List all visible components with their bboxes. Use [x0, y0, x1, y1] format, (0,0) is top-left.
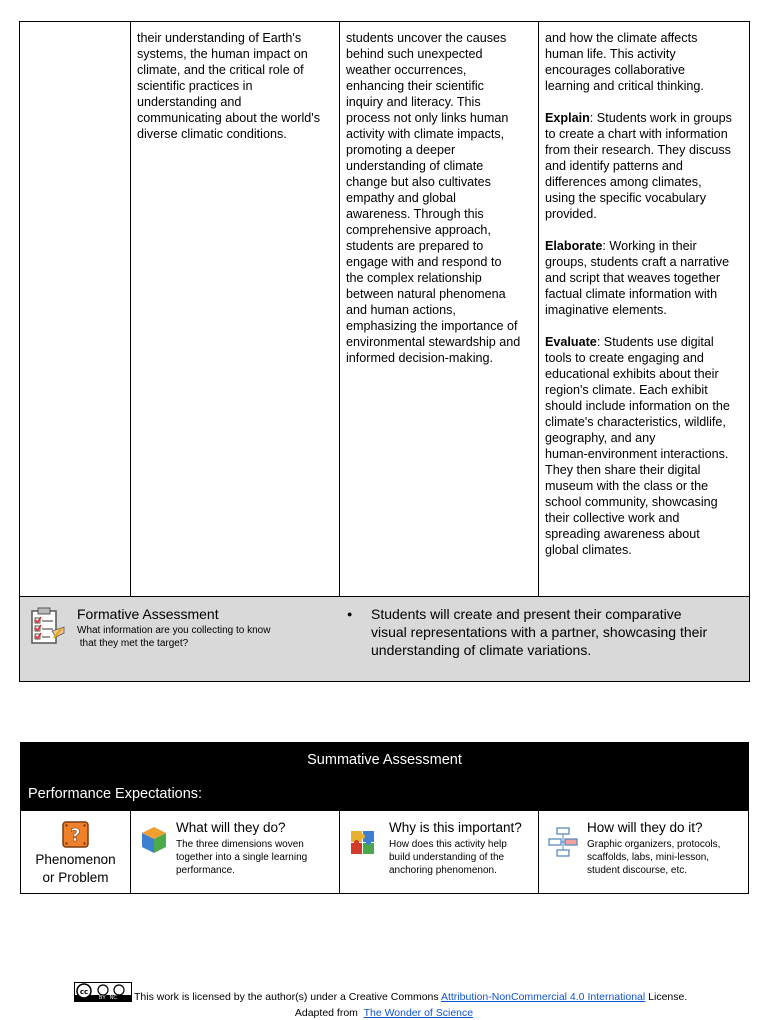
text-line: understanding of climate — [346, 159, 484, 173]
text-line: the complex relationship — [346, 271, 482, 285]
text-line: behind such unexpected — [346, 47, 483, 61]
summative-divider-3 — [538, 811, 539, 893]
summative-header — [21, 743, 748, 811]
question-block-icon — [62, 821, 89, 848]
license-prefix: This work is licensed by the author(s) under a Creative Commons — [134, 991, 441, 1003]
description-line: The three dimensions woven — [176, 839, 304, 850]
text-line: human-environment interactions. — [545, 447, 729, 461]
bullet-line: Students will create and present their comparative — [371, 606, 682, 622]
text-line: differences among climates, — [545, 175, 702, 189]
text-line: learning and critical thinking. — [545, 79, 704, 93]
phenomenon-line: or Problem — [42, 870, 109, 885]
summative-divider-1 — [130, 811, 131, 893]
adapted-link[interactable]: The Wonder of Science — [363, 1007, 474, 1019]
col3-text — [346, 30, 520, 366]
elaborate-heading-line — [545, 238, 732, 254]
text-line: communicating about the world's — [137, 111, 321, 125]
text-line: climate's characteristics, wildlife, — [545, 415, 726, 429]
text-line: They then share their digital — [545, 463, 701, 477]
text-line: environmental stewardship and — [346, 335, 521, 349]
text-line: using the specific vocabulary — [545, 191, 707, 205]
why-title: Why is this important? — [389, 820, 522, 835]
bullet-dot: ● — [347, 609, 353, 619]
text-line: scientific practices in — [137, 79, 253, 93]
text-line: awareness. Through this — [346, 207, 484, 221]
svg-text:cc: cc — [79, 988, 89, 996]
text-line: process not only links human — [346, 111, 509, 125]
text-line: enhancing their scientific — [346, 79, 484, 93]
description-line: student discourse, etc. — [587, 865, 688, 876]
description-line: together into a single learning — [176, 852, 308, 863]
formative-assessment-row — [20, 597, 749, 681]
text-line: informed decision-making. — [346, 351, 493, 365]
phenomenon-line: Phenomenon — [35, 852, 116, 867]
text-line: tools to create engaging and — [545, 351, 704, 365]
text-line: inquiry and literacy. This — [346, 95, 481, 109]
description-line: performance. — [176, 865, 235, 876]
text-line: factual climate information with — [545, 287, 718, 301]
cube-icon — [141, 826, 167, 854]
text-line: systems, the human impact on — [137, 47, 308, 61]
description-line: Graphic organizers, protocols, — [587, 839, 721, 850]
elaborate-first: : Working in their — [602, 239, 697, 253]
text-line: emphasizing the importance of — [346, 319, 518, 333]
text-line: provided. — [545, 207, 597, 221]
text-line: students are prepared to — [346, 239, 484, 253]
text-line: students uncover the causes — [346, 31, 507, 45]
evaluate-heading-line — [545, 334, 732, 350]
text-line: global climates. — [545, 543, 632, 557]
text-line: between natural phenomena — [346, 287, 506, 301]
col2-text — [137, 30, 320, 142]
text-line: and how the climate affects — [545, 31, 698, 45]
license-link[interactable]: Attribution-NonCommercial 4.0 International — [440, 991, 646, 1003]
bullet-line: understanding of climate variations. — [371, 642, 592, 658]
text-line: their understanding of Earth's — [137, 31, 302, 45]
text-line: groups, students craft a narrative — [545, 255, 730, 269]
text-line: school community, showcasing — [545, 495, 718, 509]
description-line: How does this activity help — [389, 839, 507, 850]
svg-text:?: ? — [70, 825, 81, 846]
column-divider-2 — [339, 22, 340, 681]
text-line: museum with the class or the — [545, 479, 709, 493]
checklist-icon — [30, 607, 66, 645]
summative-table — [20, 742, 749, 894]
phenomenon-label — [21, 851, 130, 887]
text-line: region's climate. Each exhibit — [545, 383, 708, 397]
formative-title: Formative Assessment — [77, 606, 219, 622]
flowchart-icon — [548, 827, 578, 857]
explain-label: Explain — [545, 111, 590, 125]
why-description — [389, 838, 507, 877]
text-line: their collective work and — [545, 511, 680, 525]
license-line — [134, 991, 687, 1003]
text-line: imaginative elements. — [545, 303, 667, 317]
bullet-line: visual representations with a partner, showcasing their — [371, 624, 708, 640]
text-line: diverse climatic conditions. — [137, 127, 287, 141]
how-title: How will they do it? — [587, 820, 703, 835]
lesson-table — [19, 21, 750, 682]
text-line: and identify patterns and — [545, 159, 683, 173]
cc-license-badge — [74, 982, 132, 1002]
elaborate-label: Elaborate — [545, 239, 603, 253]
description-line: scaffolds, labs, mini-lesson, — [587, 852, 710, 863]
summative-title: Summative Assessment — [307, 752, 462, 768]
adapted-line — [0, 1007, 768, 1019]
adapted-prefix: Adapted from — [294, 1007, 364, 1019]
text-line: understanding and — [137, 95, 242, 109]
text-line: change but also cultivates — [346, 175, 491, 189]
text-line: human life. This activity — [545, 47, 676, 61]
formative-subtitle — [77, 624, 270, 650]
text-line: educational exhibits about their — [545, 367, 719, 381]
text-line: and human actions, — [346, 303, 456, 317]
text-line: engage with and respond to — [346, 255, 502, 269]
description-line: anchoring phenomenon. — [389, 865, 497, 876]
description-line: build understanding of the — [389, 852, 505, 863]
license-suffix: License. — [645, 991, 688, 1003]
summative-divider-2 — [339, 811, 340, 893]
cc-badge-text: BY NC — [99, 995, 117, 1001]
text-line: to create a chart with information — [545, 127, 728, 141]
formative-bullet — [347, 605, 708, 659]
evaluate-label: Evaluate — [545, 335, 597, 349]
what-description — [176, 838, 307, 877]
text-line: comprehensive approach, — [346, 223, 491, 237]
how-description — [587, 838, 720, 877]
evaluate-first: : Students use digital — [596, 335, 714, 349]
text-line: encourages collaborative — [545, 63, 686, 77]
what-title: What will they do? — [176, 820, 286, 835]
text-line: should include information on the — [545, 399, 730, 413]
puzzle-icon — [349, 829, 377, 857]
text-line: from their research. They discuss — [545, 143, 731, 157]
explain-heading-line — [545, 110, 732, 126]
text-line: spreading awareness about — [545, 527, 700, 541]
subtitle-line: that they met the target? — [77, 638, 189, 649]
column-divider-1 — [130, 22, 131, 597]
col4-text — [545, 30, 732, 558]
text-line: empathy and global — [346, 191, 456, 205]
text-line: activity with climate impacts, — [346, 127, 505, 141]
performance-expectations-label: Performance Expectations: — [28, 786, 203, 802]
text-line: promoting a deeper — [346, 143, 456, 157]
column-divider-3 — [538, 22, 539, 597]
text-line: and script that weaves together — [545, 271, 721, 285]
explain-first: : Students work in groups — [589, 111, 732, 125]
text-line: weather occurrences, — [346, 63, 467, 77]
text-line: geography, and any — [545, 431, 656, 445]
text-line: climate, and the critical role of — [137, 63, 304, 77]
subtitle-line: What information are you collecting to know — [77, 625, 271, 636]
